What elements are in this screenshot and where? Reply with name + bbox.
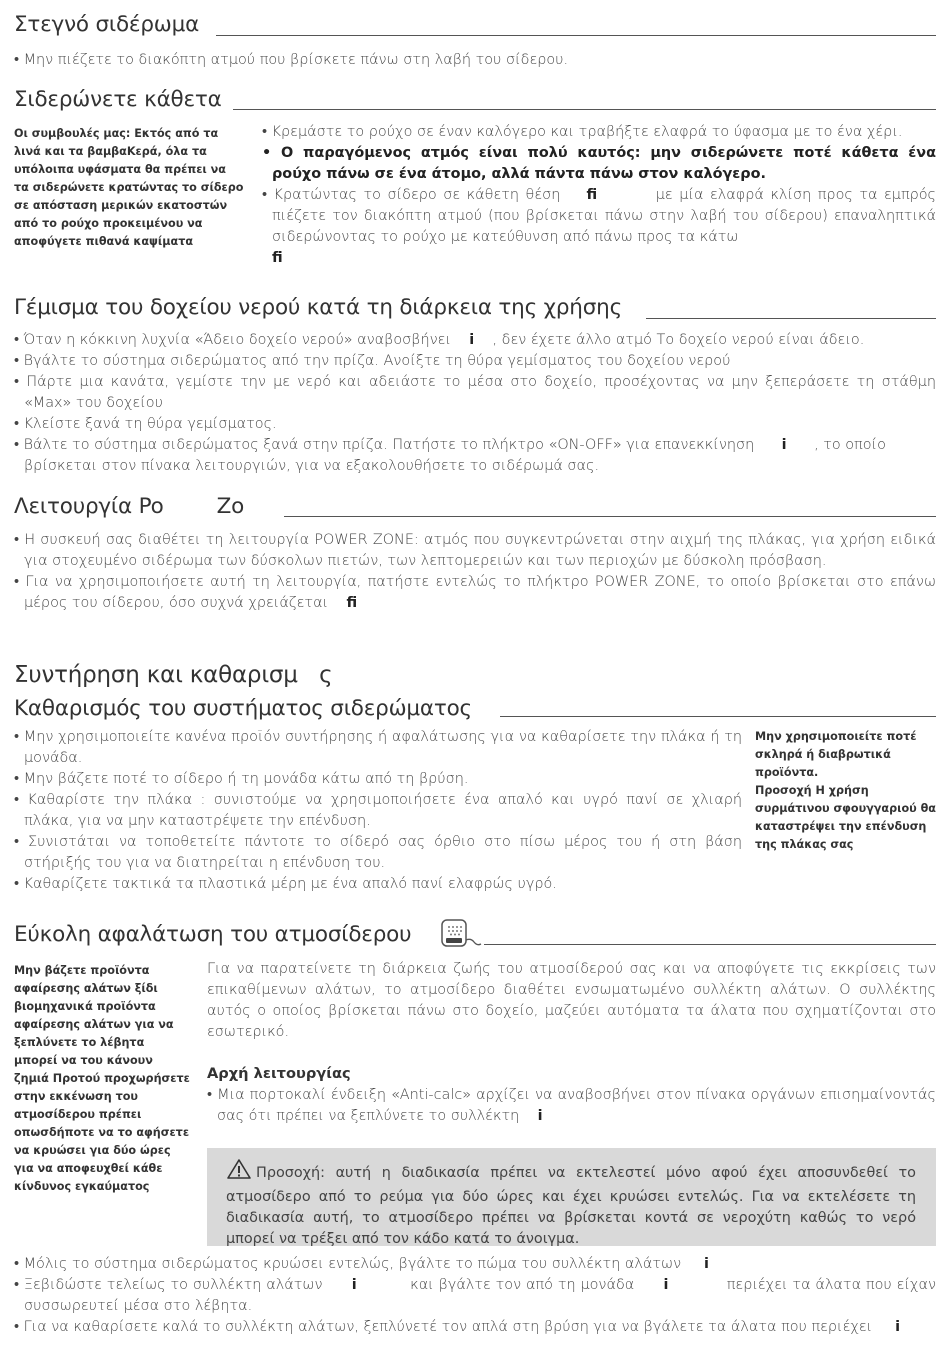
figure-reference: i — [781, 437, 787, 453]
principle-title: Αρχή λειτουργίας — [207, 1065, 351, 1082]
list-item: • Ξεβιδώστε τελείως το συλλέκτη αλάτων i και βγάλτε τον από τη μονάδα i περιέχει τα άλατα που είχαν συσσωρευτεί μέσα στο λέβητα. — [14, 1277, 936, 1314]
figure-reference: i — [895, 1319, 901, 1335]
list-item: • Κρεμάστε το ρούχο σε έναν καλόγερο και τραβήξτε ελαφρά το ύφασμα με το ένα χέρι. — [262, 124, 903, 140]
warning-box — [207, 1148, 936, 1246]
section-title-refill: Γέμισμα του δοχείου νερού κατά τη διάρκεια της χρήσης — [14, 295, 623, 320]
list-item: • Καθαρίζετε τακτικά τα πλαστικά μέρη με ένα απαλό πανί ελαφρώς υγρό. — [14, 876, 557, 892]
section-rule — [500, 716, 936, 717]
sidebar-tip — [14, 125, 244, 251]
list-item: • Κρατώντας το σίδερο σε κάθετη θέση ﬁ με μία ελαφρά κλίση προς τα εμπρός πιέζετε τον διακόπτη ατμού (που βρίσκεται πάνω στην λαβή του σίδερου) επαναληπτικά σιδερώνοντας το ρούχο με κατεύθυνση από πάνω προς τα κάτω ﬁ — [262, 187, 936, 266]
section-title-descaling: Εύκολη αφαλάτωση του ατμοσίδερου — [14, 922, 412, 947]
section-rule — [646, 318, 936, 319]
list-item: • Βγάλτε το σύστημα σιδερώματος από την πρίζα. Ανοίξτε τη θύρα γεμίσματος του δοχείου νερού — [14, 353, 731, 369]
sidebar-tip-text: Οι συμβουλές μας: Εκτός από τα λινά και τα βαμβαΚερά, όλα τα υπόλοιπα υφάσματα θα πρέπει να τα σιδερώνετε κρατώντας το σίδερο σε απόσταση μερικών εκατοστών από το ρούχο προκειμένου να αποφύγετε πιθανά καψίματα — [14, 127, 244, 248]
list-item: • Βάλτε το σύστημα σιδερώματος ξανά στην πρίζα. Πατήστε το πλήκτρο «ON-OFF» για επανεκκίνηση i , το οποίο βρίσκεται στον πίνακα λειτουργιών, για να εξακολουθήσετε το σιδέρωμά σας. — [14, 437, 886, 474]
figure-reference: i — [663, 1277, 669, 1293]
sidebar-descaling-warning — [14, 962, 190, 1196]
vertical-ironing-list — [262, 122, 936, 269]
figure-reference: i — [537, 1108, 543, 1124]
list-item: • Μην πιέζετε το διακόπτη ατμού που βρίσκετε πάνω στη λαβή του σίδερου. — [14, 52, 569, 68]
descaling-intro — [207, 959, 936, 1043]
warning-icon — [226, 1158, 252, 1187]
cleaning-list — [14, 727, 742, 895]
section-rule — [284, 516, 936, 517]
list-item: • Για να χρησιμοποιήσετε αυτή τη λειτουργία, πατήστε εντελώς το πλήκτρο POWER ZONE, το οποίο βρίσκεται στο επάνω μέρος του σίδερου, όσο συχνά χρειάζεται ﬁ — [14, 574, 936, 611]
list-item: • Μόλις το σύστημα σιδερώματος κρυώσει εντελώς, βγάλτε το πώμα του συλλέκτη αλάτων i — [14, 1256, 709, 1272]
dry-ironing-text — [14, 50, 936, 71]
descaling-icon — [440, 918, 482, 954]
list-item: • Συνιστάται να τοποθετείτε πάντοτε το σίδερό σας όρθιο στο πίσω μέρος του ή στη βάση στήριξής του για να διατηρείται η επένδυση του. — [14, 834, 742, 871]
figure-reference: i — [469, 332, 475, 348]
principle-list — [207, 1085, 936, 1127]
section-title-vertical-ironing: Σιδερώνετε κάθετα — [14, 87, 222, 112]
warning-item: • Ο παραγόμενος ατμός είναι πολύ καυτός: μην σιδερώνετε ποτέ κάθετα ένα ρούχο πάνω σε ένα άτομο, αλλά πάντα πάνω στον καλόγερο. — [262, 145, 936, 182]
list-item: • Για να καθαρίσετε καλά το συλλέκτη αλάτων, ξεπλύνετέ τον απλά στη βρύση για να βγάλετε τα άλατα που περιέχει i — [14, 1319, 901, 1335]
section-rule — [216, 35, 936, 36]
power-zone-list — [14, 530, 936, 614]
refill-list — [14, 330, 936, 477]
section-title-dry-ironing: Στεγνό σιδέρωμα — [14, 12, 200, 37]
list-item: • Κλείστε ξανά τη θύρα γεμίσματος. — [14, 416, 277, 432]
figure-reference: i — [351, 1277, 357, 1293]
section-rule — [484, 944, 936, 945]
list-item: • Μην χρησιμοποιείτε κανένα προϊόν συντήρησης ή αφαλάτωσης για να καθαρίσετε την πλάκα ή τη μονάδα. — [14, 729, 742, 766]
section-rule — [233, 109, 936, 110]
chapter-title-maintenance: Συντήρηση και καθαρισμ ς — [14, 662, 333, 688]
section-title-power-zone: Λειτουργία Po Zo — [14, 494, 245, 519]
list-item: • Μια πορτοκαλί ένδειξη «Anti-calc» αρχίζει να αναβοσβήνει στον πίνακα οργάνων επισημαίνοντάς σας ότι πρέπει να ξεπλύνετε το συλλέκτη i — [207, 1087, 936, 1124]
figure-reference: i — [704, 1256, 709, 1272]
figure-reference: ﬁ — [586, 187, 598, 203]
intro-paragraph: Για να παρατείνετε τη διάρκεια ζωής του ατμοσίδερού σας και να αποφύγετε τις εκκρίσεις των επικαθίμενων αλάτων, το ατμοσίδερο διαθέτει ενσωματωμένο συλλέκτη αλάτων. Ο συλλέκτης αυτός ο οποίος βρίσκεται πάνω στο δοχείο, μαζεύει αυτόματα τα άλατα που σχηματίζονται στο εσωτερικό. — [207, 961, 936, 1040]
list-item: • Πάρτε μια κανάτα, γεμίστε την με νερό και αδειάστε το μέσα στο δοχείο, προσέχοντας να μην ξεπεράσετε τη στάθμη «Max» του δοχείου — [14, 374, 936, 411]
sidebar-warning-text: Μην χρησιμοποιείτε ποτέ σκληρά ή διαβρωτικά προϊόντα. — [755, 730, 917, 779]
list-item: • Καθαρίστε την πλάκα : συνιστούμε να χρησιμοποιήσετε ένα απαλό και υγρό πανί σε χλιαρή πλάκα, για να μην καταστρέψετε την επένδυση. — [14, 792, 742, 829]
sidebar-cleaning-warnings — [755, 728, 938, 854]
sidebar-warning-text: Μην βάζετε προϊόντα αφαίρεσης αλάτων ξίδι βιομηχανικά προϊόντα αφαίρεσης αλάτων για να ξεπλύνετε το λέβητα μπορεί να του κάνουν ζημιά Προτού προχωρήσετε στην εκκένωση του ατμοσίδερου πρέπει οπωσδήποτε να το αφήσετε να κρυώσει για δύο ώρες για να αποφευχθεί κάθε κίνδυνος εγκαύματος — [14, 964, 190, 1193]
list-item: • Μην βάζετε ποτέ το σίδερο ή τη μονάδα κάτω από τη βρύση. — [14, 771, 469, 787]
figure-reference: ﬁ — [346, 595, 358, 611]
figure-reference: ﬁ — [272, 250, 283, 266]
warning-text: Προσοχή: αυτή η διαδικασία πρέπει να εκτελεστεί μόνο αφού έχει αποσυνδεθεί το ατμοσίδερο από το ρεύμα για δύο ώρες και έχει κρυώσει εντελώς. Για να εκτελέσετε τη διαδικασία αυτή, το ατμοσίδερο πρέπει να βρίσκεται κοντά σε νεροχύτη καθώς το νερό μπορεί να τρέξει από τον κάδο κατά το άνοιγμα. — [226, 1158, 916, 1250]
descaling-steps-list — [14, 1254, 936, 1338]
list-item: • Όταν η κόκκινη λυχνία «Άδειο δοχείο νερού» αναβοσβήνει i , δεν έχετε άλλο ατμό Το δοχείο νερού είναι άδειο. — [14, 332, 865, 348]
list-item: • Η συσκευή σας διαθέτει τη λειτουργία POWER ZONE: ατμός που συγκεντρώνεται στην αιχμή της πλάκας, για χρήση ειδικά για στοχευμένο σιδέρωμα των δύσκολων πιετών, των λεπτομερειών και των περιοχών με δύσκολη πρόσβαση. — [14, 532, 936, 569]
section-title-cleaning: Καθαρισμός του συστήματος σιδερώματος — [14, 696, 472, 721]
sidebar-warning-text: Προσοχή Η χρήση συρμάτινου σφουγγαριού θα καταστρέψει την επένδυση της πλάκας σας — [755, 784, 936, 851]
